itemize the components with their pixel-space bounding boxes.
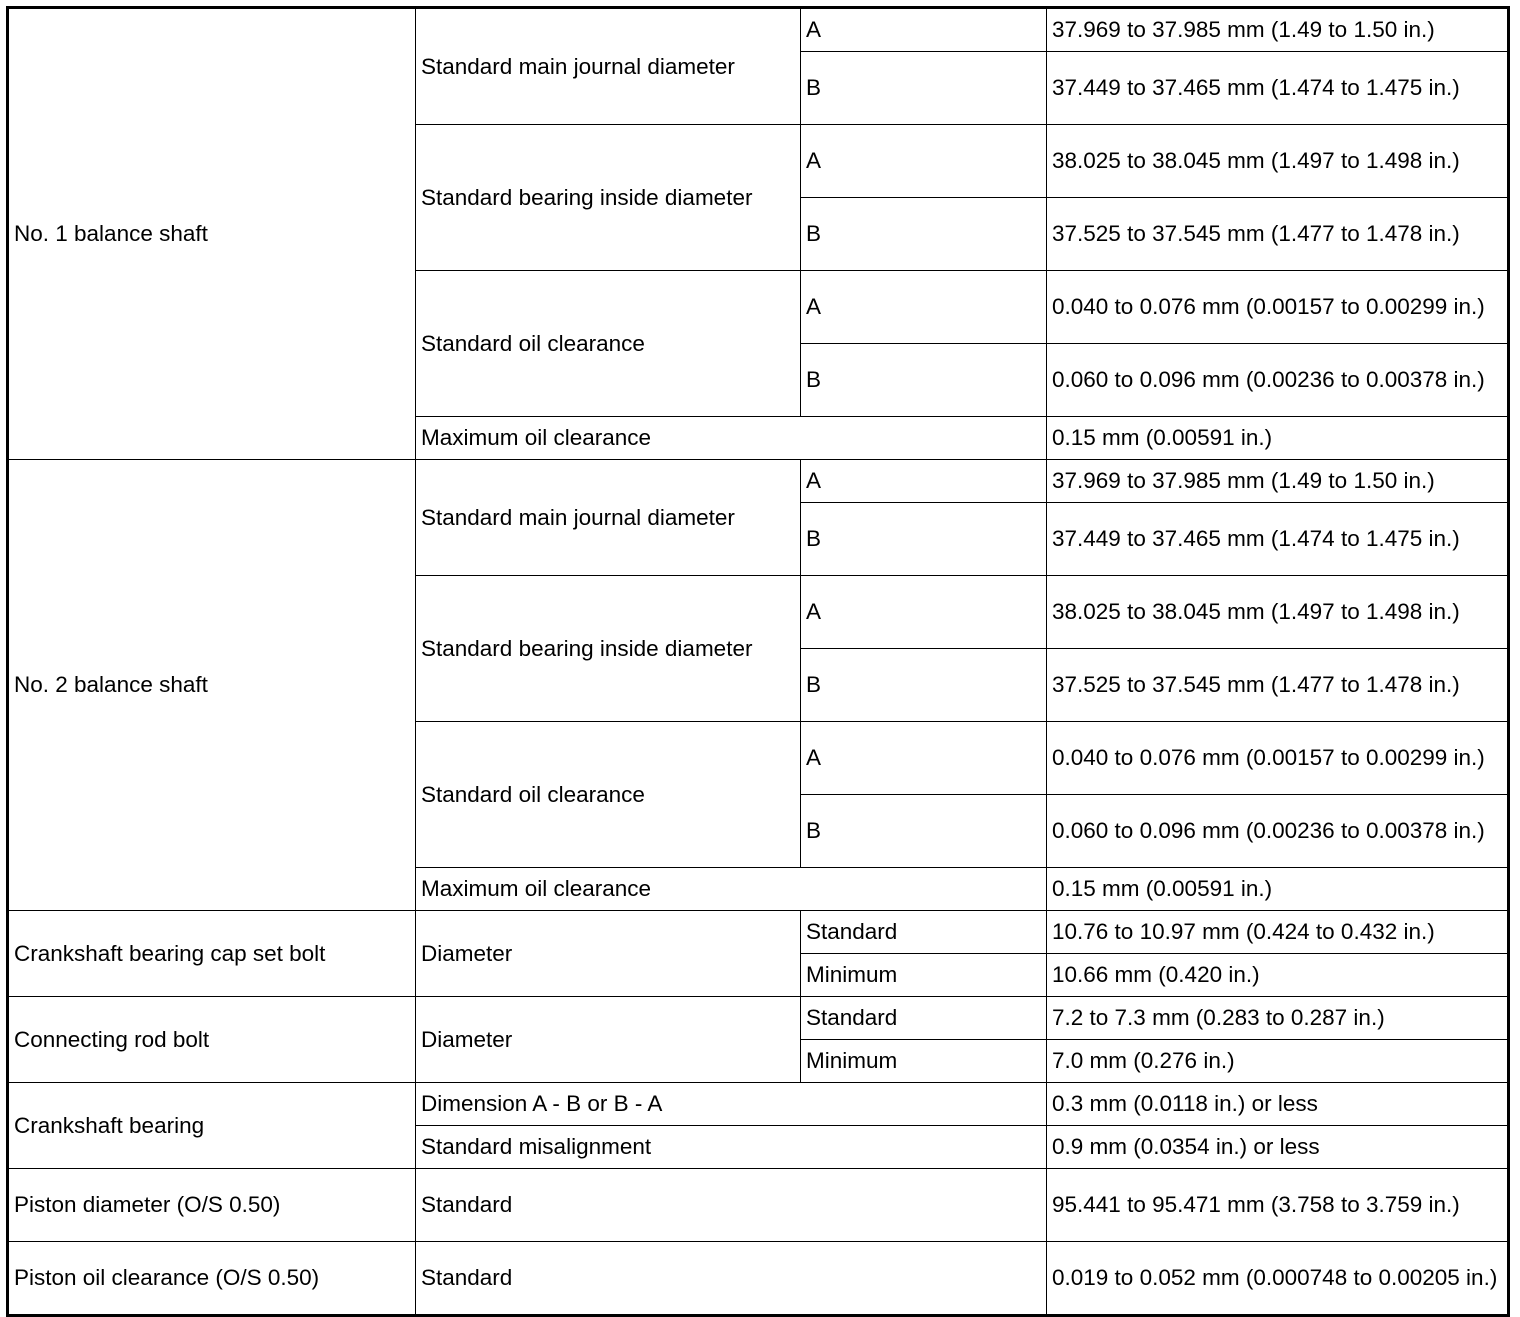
grade-label: A xyxy=(801,460,1047,503)
grade-label: Standard xyxy=(801,911,1047,954)
row-header-balance-shaft-1: No. 1 balance shaft xyxy=(8,8,416,460)
table-row xyxy=(8,1083,1509,1126)
spec-value: 0.9 mm (0.0354 in.) or less xyxy=(1047,1126,1509,1169)
grade-label: A xyxy=(801,8,1047,52)
grade-label: A xyxy=(801,722,1047,795)
spec-value: 95.441 to 95.471 mm (3.758 to 3.759 in.) xyxy=(1047,1169,1509,1242)
spec-value: 37.525 to 37.545 mm (1.477 to 1.478 in.) xyxy=(1047,649,1509,722)
spec-value: 38.025 to 38.045 mm (1.497 to 1.498 in.) xyxy=(1047,576,1509,649)
grade-label: B xyxy=(801,344,1047,417)
grade-label: B xyxy=(801,795,1047,868)
spec-value: 0.15 mm (0.00591 in.) xyxy=(1047,868,1509,911)
item-oil-clearance: Standard oil clearance xyxy=(416,722,801,868)
spec-value: 37.525 to 37.545 mm (1.477 to 1.478 in.) xyxy=(1047,198,1509,271)
table-row xyxy=(8,460,1509,503)
grade-label: Standard xyxy=(801,997,1047,1040)
grade-label: Minimum xyxy=(801,954,1047,997)
item-max-oil-clearance: Maximum oil clearance xyxy=(416,417,1047,460)
row-header-crankshaft-bearing: Crankshaft bearing xyxy=(8,1083,416,1169)
row-header-cap-set-bolt: Crankshaft bearing cap set bolt xyxy=(8,911,416,997)
item-bearing-inside-diameter: Standard bearing inside diameter xyxy=(416,125,801,271)
table-row xyxy=(8,1242,1509,1316)
spec-value: 38.025 to 38.045 mm (1.497 to 1.498 in.) xyxy=(1047,125,1509,198)
table-row xyxy=(8,911,1509,954)
table-row xyxy=(8,997,1509,1040)
item-standard: Standard xyxy=(416,1169,1047,1242)
row-header-connecting-rod-bolt: Connecting rod bolt xyxy=(8,997,416,1083)
row-header-balance-shaft-2: No. 2 balance shaft xyxy=(8,460,416,911)
item-diameter: Diameter xyxy=(416,997,801,1083)
grade-label: A xyxy=(801,271,1047,344)
item-standard: Standard xyxy=(416,1242,1047,1316)
item-max-oil-clearance: Maximum oil clearance xyxy=(416,868,1047,911)
spec-value: 37.449 to 37.465 mm (1.474 to 1.475 in.) xyxy=(1047,503,1509,576)
table-row xyxy=(8,8,1509,52)
row-header-piston-diameter: Piston diameter (O/S 0.50) xyxy=(8,1169,416,1242)
item-main-journal-diameter: Standard main journal diameter xyxy=(416,460,801,576)
spec-value: 0.040 to 0.076 mm (0.00157 to 0.00299 in.) xyxy=(1047,271,1509,344)
item-bearing-inside-diameter: Standard bearing inside diameter xyxy=(416,576,801,722)
spec-value: 37.449 to 37.465 mm (1.474 to 1.475 in.) xyxy=(1047,52,1509,125)
item-oil-clearance: Standard oil clearance xyxy=(416,271,801,417)
spec-value: 10.76 to 10.97 mm (0.424 to 0.432 in.) xyxy=(1047,911,1509,954)
grade-label: B xyxy=(801,649,1047,722)
spec-value: 0.060 to 0.096 mm (0.00236 to 0.00378 in.) xyxy=(1047,344,1509,417)
spec-value: 0.019 to 0.052 mm (0.000748 to 0.00205 in.) xyxy=(1047,1242,1509,1316)
spec-value: 7.2 to 7.3 mm (0.283 to 0.287 in.) xyxy=(1047,997,1509,1040)
spec-value: 0.3 mm (0.0118 in.) or less xyxy=(1047,1083,1509,1126)
grade-label: B xyxy=(801,52,1047,125)
item-misalignment: Standard misalignment xyxy=(416,1126,1047,1169)
item-dimension: Dimension A - B or B - A xyxy=(416,1083,1047,1126)
spec-value: 0.060 to 0.096 mm (0.00236 to 0.00378 in.) xyxy=(1047,795,1509,868)
item-diameter: Diameter xyxy=(416,911,801,997)
grade-label: A xyxy=(801,125,1047,198)
grade-label: Minimum xyxy=(801,1040,1047,1083)
row-header-piston-oil-clearance: Piston oil clearance (O/S 0.50) xyxy=(8,1242,416,1316)
spec-value: 37.969 to 37.985 mm (1.49 to 1.50 in.) xyxy=(1047,8,1509,52)
spec-value: 0.15 mm (0.00591 in.) xyxy=(1047,417,1509,460)
item-main-journal-diameter: Standard main journal diameter xyxy=(416,8,801,125)
grade-label: B xyxy=(801,503,1047,576)
grade-label: A xyxy=(801,576,1047,649)
spec-value: 37.969 to 37.985 mm (1.49 to 1.50 in.) xyxy=(1047,460,1509,503)
table-row xyxy=(8,1169,1509,1242)
spec-value: 0.040 to 0.076 mm (0.00157 to 0.00299 in.) xyxy=(1047,722,1509,795)
spec-value: 7.0 mm (0.276 in.) xyxy=(1047,1040,1509,1083)
grade-label: B xyxy=(801,198,1047,271)
spec-value: 10.66 mm (0.420 in.) xyxy=(1047,954,1509,997)
spec-table xyxy=(6,6,1510,1317)
